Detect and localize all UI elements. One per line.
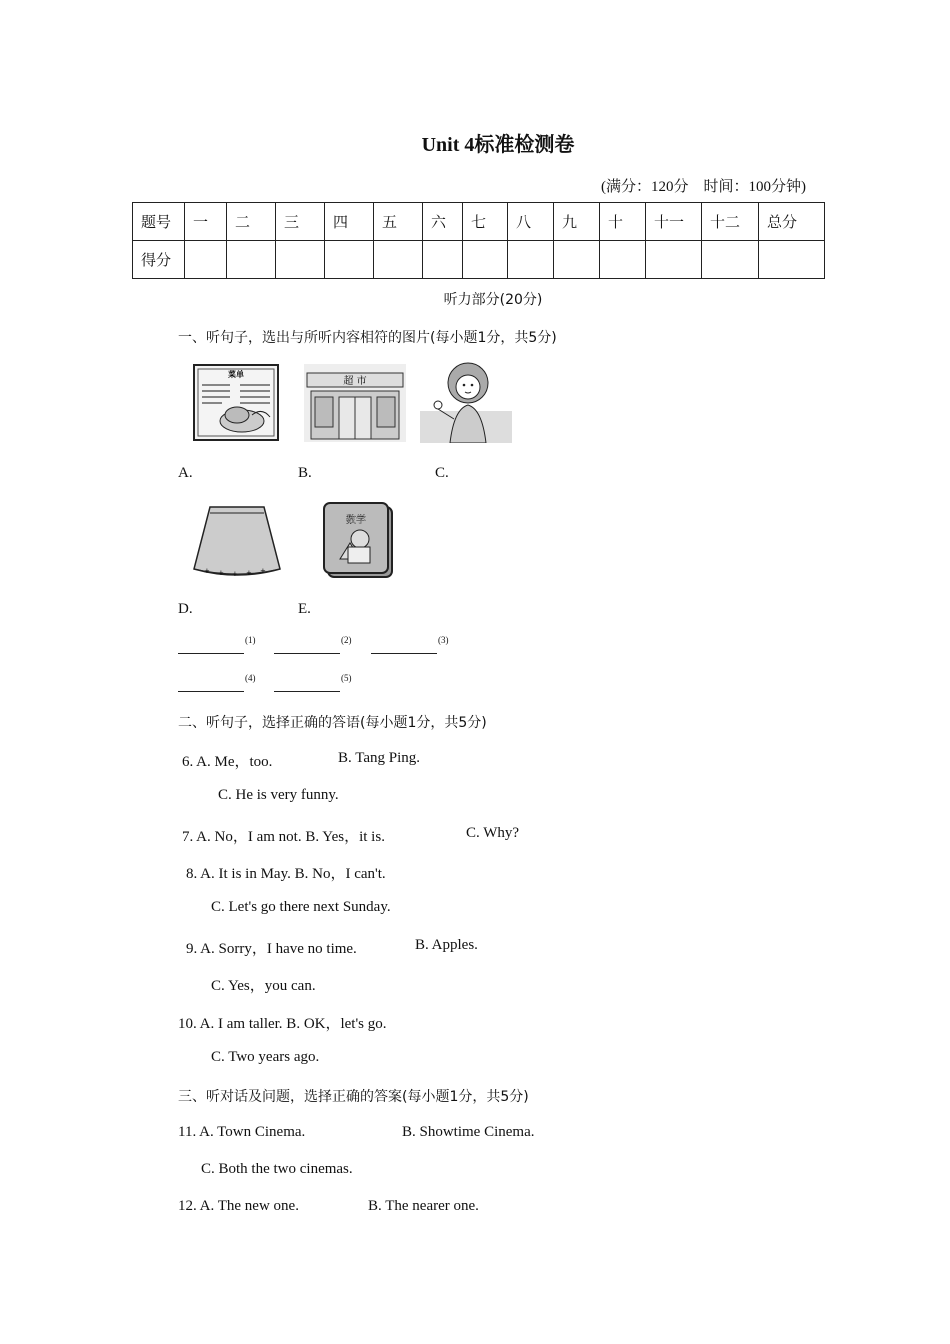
score-cell: 题号	[133, 203, 185, 241]
score-cell: 三	[276, 203, 325, 241]
svg-text:+: +	[204, 567, 210, 575]
question-line: 9. A. Sorry，I have no time.	[186, 941, 357, 957]
option-label-a: A.	[178, 465, 193, 481]
question-line: C. Two years ago.	[211, 1049, 320, 1065]
part1-heading: 一、听句子，选出与所听内容相符的图片(每小题1分，共5分)	[178, 330, 557, 346]
page-title: Unit 4标准检测卷	[421, 134, 575, 156]
question-line: 6. A. Me，too.	[182, 754, 273, 770]
score-input-cell[interactable]	[276, 241, 325, 279]
math-book-picture	[322, 501, 398, 581]
girl-picture	[420, 361, 512, 443]
score-input-cell[interactable]	[759, 241, 825, 279]
part2-heading: 二、听句子，选择正确的答语(每小题1分，共5分)	[178, 715, 487, 731]
exam-meta: (满分：120分 时间：100分钟)	[601, 179, 806, 195]
score-input-cell[interactable]	[554, 241, 600, 279]
svg-text:+: +	[232, 570, 238, 578]
question-line: 12. A. The new one.	[178, 1198, 299, 1214]
score-input-cell[interactable]	[185, 241, 227, 279]
svg-text:+: +	[246, 569, 252, 577]
option-label-e: E.	[298, 601, 311, 617]
menu-picture	[192, 363, 282, 443]
answer-blank-3[interactable]: (3)	[371, 635, 449, 654]
score-input-cell[interactable]	[508, 241, 554, 279]
question-line: C. Yes，you can.	[211, 978, 316, 994]
score-table-score-row	[133, 241, 825, 279]
score-cell: 九	[554, 203, 600, 241]
score-row-label: 得分	[133, 241, 185, 279]
score-cell: 十二	[702, 203, 759, 241]
skirt-picture	[190, 503, 284, 579]
score-cell: 十	[600, 203, 646, 241]
score-input-cell[interactable]	[423, 241, 463, 279]
part3-heading: 三、听对话及问题，选择正确的答案(每小题1分，共5分)	[178, 1089, 529, 1105]
score-input-cell[interactable]	[702, 241, 759, 279]
score-cell: 一	[185, 203, 227, 241]
listening-section-header: 听力部分(20分)	[443, 292, 543, 308]
score-table-header-row	[133, 203, 825, 241]
svg-text:+: +	[218, 569, 224, 577]
score-cell: 五	[374, 203, 423, 241]
score-cell: 六	[423, 203, 463, 241]
question-line: B. Tang Ping.	[338, 750, 421, 766]
option-label-b: B.	[298, 465, 312, 481]
question-line: 11. A. Town Cinema.	[178, 1124, 306, 1140]
score-input-cell[interactable]	[325, 241, 374, 279]
svg-text:+: +	[260, 567, 266, 575]
question-line: 7. A. No，I am not. B. Yes，it is.	[182, 829, 385, 845]
option-label-c: C.	[435, 465, 449, 481]
score-table	[132, 202, 825, 279]
score-cell: 四	[325, 203, 374, 241]
score-cell: 二	[227, 203, 276, 241]
score-cell: 十一	[646, 203, 702, 241]
question-line: C. Both the two cinemas.	[201, 1161, 353, 1177]
score-cell: 七	[463, 203, 508, 241]
answer-blank-5[interactable]: (5)	[274, 673, 352, 692]
score-input-cell[interactable]	[646, 241, 702, 279]
menu-picture-caption: 菜单	[228, 370, 244, 379]
score-input-cell[interactable]	[227, 241, 276, 279]
score-cell: 总分	[759, 203, 825, 241]
math-book-caption: 数学	[346, 515, 366, 526]
supermarket-picture-caption: 超 市	[343, 376, 367, 387]
question-line: B. Showtime Cinema.	[402, 1124, 535, 1140]
question-line: C. He is very funny.	[218, 787, 339, 803]
score-input-cell[interactable]	[463, 241, 508, 279]
answer-blank-4[interactable]: (4)	[178, 673, 256, 692]
supermarket-picture	[303, 363, 407, 443]
score-input-cell[interactable]	[600, 241, 646, 279]
question-line: 8. A. It is in May. B. No，I can't.	[186, 866, 386, 882]
score-input-cell[interactable]	[374, 241, 423, 279]
option-label-d: D.	[178, 601, 193, 617]
question-line: C. Why?	[466, 825, 520, 841]
question-line: B. The nearer one.	[368, 1198, 479, 1214]
question-line: C. Let's go there next Sunday.	[211, 899, 391, 915]
answer-blank-2[interactable]: (2)	[274, 635, 352, 654]
answer-blank-1[interactable]: (1)	[178, 635, 256, 654]
score-cell: 八	[508, 203, 554, 241]
question-line: B. Apples.	[415, 937, 478, 953]
question-line: 10. A. I am taller. B. OK，let's go.	[178, 1016, 387, 1032]
